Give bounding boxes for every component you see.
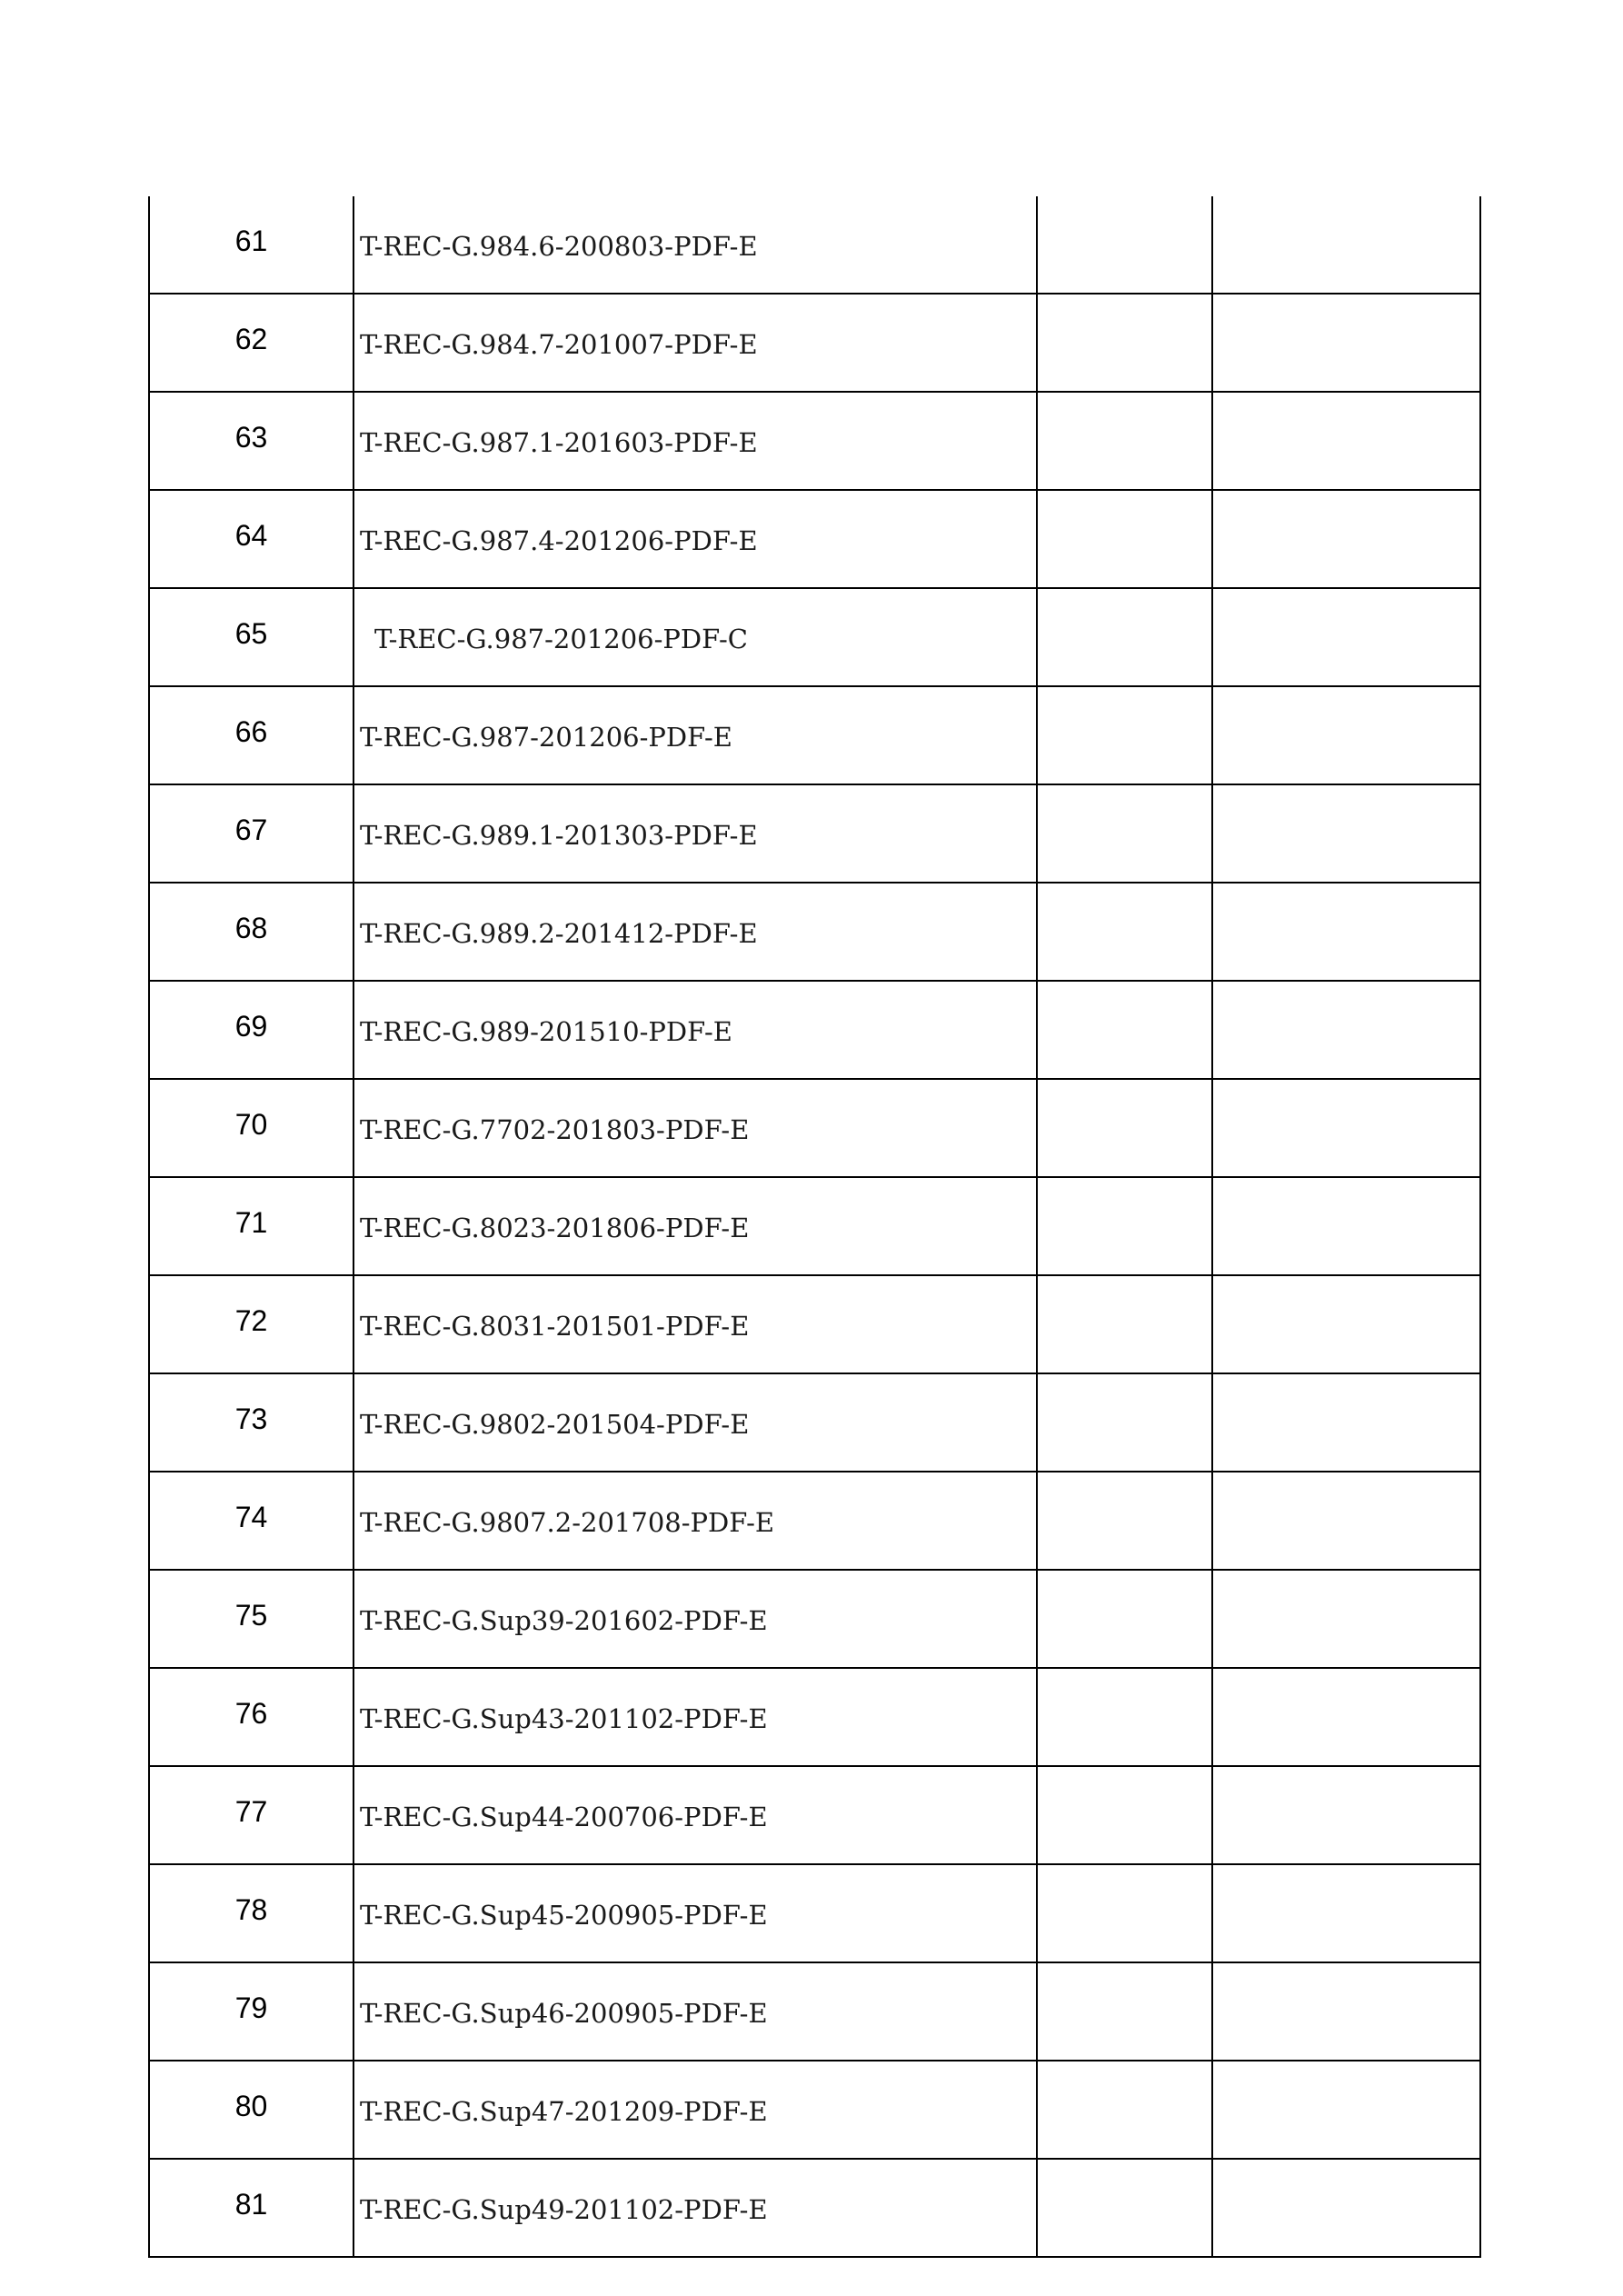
document-code: T-REC-G.Sup47-201209-PDF-E — [353, 2061, 1037, 2159]
document-code: T-REC-G.987.1-201603-PDF-E — [353, 392, 1037, 490]
document-code: T-REC-G.8031-201501-PDF-E — [353, 1275, 1037, 1373]
row-number: 71 — [149, 1177, 353, 1275]
empty-cell — [1037, 1079, 1212, 1177]
empty-cell — [1212, 883, 1480, 981]
empty-cell — [1212, 784, 1480, 883]
document-code: T-REC-G.Sup46-200905-PDF-E — [353, 1962, 1037, 2061]
document-code: T-REC-G.Sup44-200706-PDF-E — [353, 1766, 1037, 1864]
row-number: 64 — [149, 490, 353, 588]
table-row — [149, 1177, 1480, 1275]
document-code: T-REC-G.989.1-201303-PDF-E — [353, 784, 1037, 883]
empty-cell — [1212, 1570, 1480, 1668]
empty-cell — [1037, 2061, 1212, 2159]
row-number: 80 — [149, 2061, 353, 2159]
row-number: 74 — [149, 1472, 353, 1570]
row-number: 72 — [149, 1275, 353, 1373]
empty-cell — [1212, 1864, 1480, 1962]
document-code: T-REC-G.Sup43-201102-PDF-E — [353, 1668, 1037, 1766]
empty-cell — [1037, 2159, 1212, 2257]
empty-cell — [1212, 1177, 1480, 1275]
table-row — [149, 1472, 1480, 1570]
document-code: T-REC-G.Sup49-201102-PDF-E — [353, 2159, 1037, 2257]
document-code: T-REC-G.984.7-201007-PDF-E — [353, 294, 1037, 392]
table-row — [149, 883, 1480, 981]
empty-cell — [1212, 686, 1480, 784]
empty-cell — [1037, 686, 1212, 784]
empty-cell — [1037, 1472, 1212, 1570]
empty-cell — [1037, 392, 1212, 490]
table-row — [149, 1570, 1480, 1668]
row-number: 66 — [149, 686, 353, 784]
empty-cell — [1037, 1668, 1212, 1766]
table-row — [149, 1962, 1480, 2061]
empty-cell — [1037, 1177, 1212, 1275]
row-number: 62 — [149, 294, 353, 392]
empty-cell — [1037, 784, 1212, 883]
table-row — [149, 1079, 1480, 1177]
empty-cell — [1037, 1766, 1212, 1864]
row-number: 79 — [149, 1962, 353, 2061]
row-number: 73 — [149, 1373, 353, 1472]
empty-cell — [1037, 1570, 1212, 1668]
empty-cell — [1212, 392, 1480, 490]
empty-cell — [1212, 2061, 1480, 2159]
empty-cell — [1212, 588, 1480, 686]
empty-cell — [1037, 1864, 1212, 1962]
empty-cell — [1037, 490, 1212, 588]
document-code: T-REC-G.989.2-201412-PDF-E — [353, 883, 1037, 981]
table-row — [149, 1766, 1480, 1864]
table-row — [149, 392, 1480, 490]
empty-cell — [1212, 2159, 1480, 2257]
document-code: T-REC-G.987.4-201206-PDF-E — [353, 490, 1037, 588]
empty-cell — [1037, 1373, 1212, 1472]
empty-cell — [1037, 1962, 1212, 2061]
empty-cell — [1212, 1668, 1480, 1766]
table-row — [149, 1373, 1480, 1472]
table-row — [149, 1864, 1480, 1962]
document-code: T-REC-G.8023-201806-PDF-E — [353, 1177, 1037, 1275]
empty-cell — [1037, 294, 1212, 392]
row-number: 69 — [149, 981, 353, 1079]
document-code: T-REC-G.7702-201803-PDF-E — [353, 1079, 1037, 1177]
table-row — [149, 784, 1480, 883]
empty-cell — [1212, 294, 1480, 392]
row-number: 70 — [149, 1079, 353, 1177]
row-number: 67 — [149, 784, 353, 883]
table-row — [149, 686, 1480, 784]
table-row — [149, 1668, 1480, 1766]
document-code: T-REC-G.Sup45-200905-PDF-E — [353, 1864, 1037, 1962]
empty-cell — [1037, 196, 1212, 294]
table-row — [149, 2061, 1480, 2159]
row-number: 78 — [149, 1864, 353, 1962]
empty-cell — [1212, 1766, 1480, 1864]
empty-cell — [1212, 981, 1480, 1079]
document-code: T-REC-G.984.6-200803-PDF-E — [353, 196, 1037, 294]
document-code: T-REC-G.9802-201504-PDF-E — [353, 1373, 1037, 1472]
row-number: 61 — [149, 196, 353, 294]
row-number: 68 — [149, 883, 353, 981]
empty-cell — [1212, 1079, 1480, 1177]
row-number: 75 — [149, 1570, 353, 1668]
row-number: 77 — [149, 1766, 353, 1864]
empty-cell — [1037, 981, 1212, 1079]
table-row — [149, 2159, 1480, 2257]
document-code: T-REC-G.9807.2-201708-PDF-E — [353, 1472, 1037, 1570]
table-row — [149, 490, 1480, 588]
empty-cell — [1212, 196, 1480, 294]
table-row — [149, 1275, 1480, 1373]
row-number: 81 — [149, 2159, 353, 2257]
document-code: T-REC-G.989-201510-PDF-E — [353, 981, 1037, 1079]
document-code: T-REC-G.Sup39-201602-PDF-E — [353, 1570, 1037, 1668]
row-number: 76 — [149, 1668, 353, 1766]
document-table — [148, 196, 1481, 2258]
document-code: T-REC-G.987-201206-PDF-C — [353, 588, 1037, 686]
row-number: 63 — [149, 392, 353, 490]
row-number: 65 — [149, 588, 353, 686]
document-code: T-REC-G.987-201206-PDF-E — [353, 686, 1037, 784]
table-row — [149, 981, 1480, 1079]
empty-cell — [1212, 1472, 1480, 1570]
empty-cell — [1212, 1275, 1480, 1373]
table-row — [149, 588, 1480, 686]
empty-cell — [1212, 1373, 1480, 1472]
empty-cell — [1037, 1275, 1212, 1373]
empty-cell — [1037, 588, 1212, 686]
empty-cell — [1037, 883, 1212, 981]
empty-cell — [1212, 490, 1480, 588]
table-row — [149, 294, 1480, 392]
empty-cell — [1212, 1962, 1480, 2061]
table-row — [149, 196, 1480, 294]
table-body — [149, 196, 1480, 2257]
